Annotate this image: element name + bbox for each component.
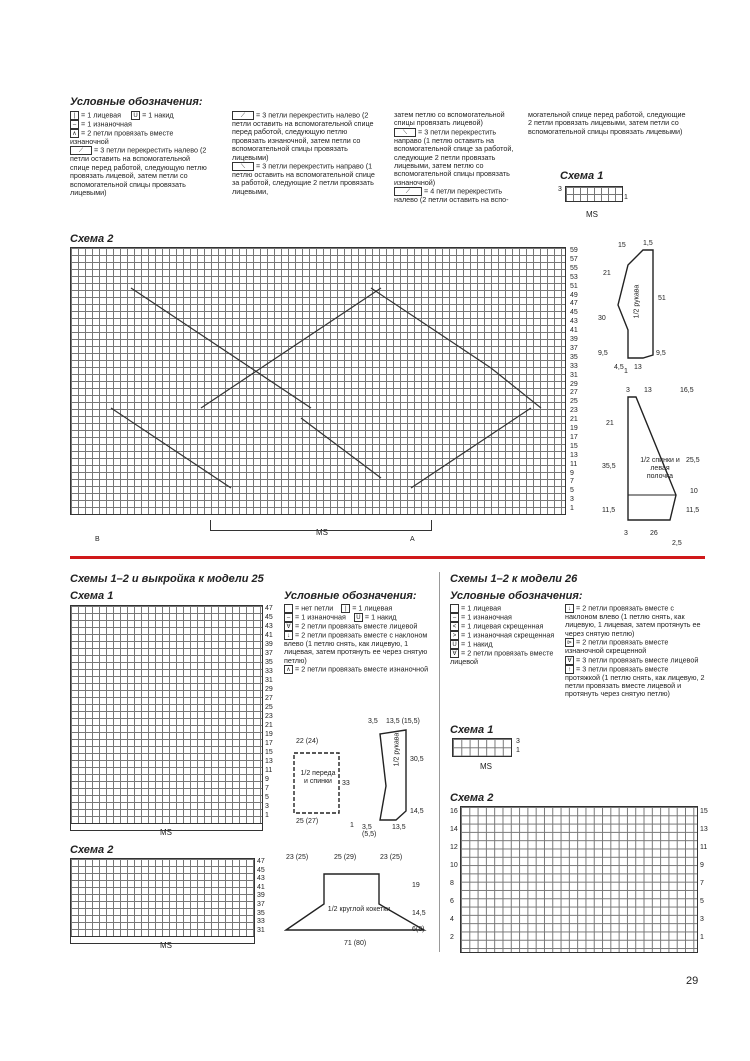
legend-column-3	[394, 111, 519, 205]
row-number: 31	[570, 371, 578, 379]
legend-text: = 3 петли перекрестить направо (1 петлю оставить на вспомогательной спице за работой, следующие 2 петли провязать лицевыми,	[232, 161, 375, 196]
legend-text: = 2 петли провязать вместе лицевой	[295, 621, 418, 631]
model25-schema2-title: Схема 2	[70, 844, 114, 856]
purl-symbol-icon: –	[284, 613, 293, 622]
cable-4-left-symbol-icon: ⟋	[394, 187, 422, 196]
legend-text: = 3 петли перекрестить налево (2 петли оставить на вспомогательной спице перед работой, следующую петлю провязать лицевой, затем петли со вспомогательной спицы провязать лицевыми)	[70, 145, 207, 198]
yoke-label: 1/2 круглой кокетки	[327, 906, 391, 913]
row-number: 53	[570, 273, 578, 281]
dimension: 25,5	[686, 457, 700, 464]
legend-text: = 1 лицевая	[352, 603, 393, 613]
dimension: 35,5	[602, 463, 616, 470]
ms-label: MS	[480, 762, 492, 771]
row-number: 47	[570, 300, 578, 308]
legend-text: = нет петли	[295, 603, 334, 613]
row-number: 45	[265, 614, 273, 621]
legend-text: = 1 лицевая скрещенная	[461, 621, 544, 631]
row-number: 49	[570, 291, 578, 299]
legend-text: = 1 лицевая	[81, 110, 122, 120]
row-number: 8	[450, 880, 454, 887]
row-number: 1	[265, 812, 269, 819]
dimension: 71 (80)	[344, 940, 367, 947]
model25-schema1-title: Схема 1	[70, 590, 114, 602]
row-number: 37	[265, 650, 273, 657]
dimension: 23 (25)	[286, 854, 309, 861]
row-number: 23	[570, 407, 578, 415]
row-number: 13	[265, 758, 273, 765]
legend-text: = 3 петли перекрестить направо (1 петлю оставить на вспомогательной спице за работой, следующие 2 петли провязать лицевыми, затем петлю со вспомогательной спицы провязать изнаночной)	[394, 127, 514, 187]
dimension: 21	[603, 270, 611, 277]
dimension: 26	[650, 530, 658, 537]
row-number: 29	[570, 380, 578, 388]
row-number: 3	[700, 916, 704, 923]
yoke-pattern	[284, 852, 436, 952]
row-number: 39	[257, 892, 265, 900]
row-number: 9	[700, 862, 704, 869]
schema2-title: Схема 2	[70, 233, 114, 245]
row-number: 21	[570, 416, 578, 424]
legend-title: Условные обозначения:	[70, 96, 203, 108]
row-number: 43	[257, 875, 265, 883]
yoke-outline	[284, 852, 436, 952]
row-number: 57	[570, 255, 578, 263]
ms-bracket	[70, 937, 255, 944]
row-number: 9	[265, 776, 269, 783]
dimension: 13,5 (15,5)	[386, 718, 420, 725]
ms-bracket	[70, 824, 263, 831]
legend-text: = 1 накид	[142, 110, 174, 120]
cable-right-symbol-icon: ⟍	[232, 162, 254, 171]
purl-symbol-icon: –	[450, 613, 459, 622]
dimension: 11,5	[602, 507, 616, 514]
row-number: 6	[450, 898, 454, 905]
legend-text: = 3 петли перекрестить налево (2 петли оставить на вспомогательной спице перед работой, следующую петлю провязать изнаночной, затем петли со вспомогательной спицы провязать лицевыми)	[232, 110, 374, 162]
dimension: 21	[606, 420, 614, 427]
legend-text: = 1 изнаночная	[295, 612, 346, 622]
knit-symbol-icon	[450, 604, 459, 613]
row-number: 10	[450, 862, 458, 869]
ms-label: MS	[586, 210, 598, 219]
row-number: 35	[257, 909, 265, 917]
ssk-symbol-icon: ↓	[284, 631, 293, 640]
legend-text: = 4 петли перекрестить налево (2 петли оставить на вспо-	[394, 186, 509, 205]
row-number: 37	[257, 901, 265, 908]
dimension: 2,5	[672, 540, 682, 547]
model26-legend-col1	[450, 604, 562, 666]
row-number: 17	[265, 740, 273, 747]
sleeve25-pattern	[362, 716, 436, 841]
row-number: 41	[265, 632, 273, 639]
legend-text: = 1 изнаночная скрещенная	[461, 630, 555, 640]
row-number: 37	[570, 344, 578, 352]
legend-text: = 1 накид	[364, 612, 397, 622]
dimension: 14,5	[410, 808, 424, 815]
legend-text: = 3 петли провязать вместе протяжкой (1 петлю снять, как лицевую, 2 петли провязать вместе лицевой и протянуть через снятую петлю)	[565, 664, 705, 699]
row-number: 19	[570, 425, 578, 432]
knit-symbol-icon: |	[341, 604, 350, 613]
legend-text: = 2 петли провязать вместе изнаночной	[70, 128, 174, 146]
row-number: 9	[570, 469, 574, 477]
row-number: 33	[570, 362, 578, 370]
row-number: 29	[265, 686, 273, 693]
model26-schema2-title: Схема 2	[450, 792, 494, 804]
model25-schema1-grid	[70, 605, 263, 824]
dimension: 22 (24)	[296, 738, 319, 745]
row-number: 13	[700, 826, 708, 833]
legend-text: = 1 накид	[461, 639, 493, 649]
sk2p-symbol-icon: ↑	[565, 665, 574, 674]
legend-text: затем петлю со вспомогательной спицы провязать лицевой)	[394, 110, 505, 128]
legend-text: = 1 изнаночная	[461, 612, 512, 622]
row-number: 33	[265, 668, 273, 675]
ms-label: MS	[160, 828, 172, 837]
row-number: 12	[450, 844, 458, 851]
row-number: 19	[265, 731, 273, 738]
ssk-symbol-icon: ↓	[565, 604, 574, 613]
model26-schema2-grid	[460, 806, 698, 953]
dimension: 33	[342, 780, 350, 787]
decrease-symbol-icon: ∧	[70, 129, 79, 138]
dimension: 10	[690, 488, 698, 495]
dimension: 3,5	[368, 718, 378, 725]
back-pattern	[598, 385, 708, 555]
row-number: 2	[450, 934, 454, 941]
row-number: 25	[265, 704, 273, 711]
row-number: 4	[450, 916, 454, 923]
ms-label: MS	[160, 941, 172, 950]
row-number: 15	[570, 442, 578, 450]
legend-column-2	[232, 111, 382, 196]
dimension: 9,5	[656, 350, 666, 357]
row-number: 23	[265, 713, 273, 720]
row-number: 7	[570, 478, 574, 486]
model25-legend	[284, 604, 434, 674]
section-divider	[70, 556, 705, 559]
model25-legend-title: Условные обозначения:	[284, 590, 417, 602]
row-number: 3	[516, 738, 520, 745]
back-label: 1/2 спинки и левая полочка	[640, 457, 680, 480]
row-number: 15	[265, 749, 273, 756]
dimension: 3	[624, 530, 628, 537]
row-number: 33	[257, 918, 265, 926]
model25-title: Схемы 1–2 и выкройка к модели 25	[70, 573, 264, 585]
schema1-grid	[565, 186, 623, 202]
front-label: 1/2 переда и спинки	[300, 770, 336, 785]
legend-text: = 1 лицевая	[461, 603, 502, 613]
cable-right-purl-symbol-icon: ⟍	[394, 128, 416, 137]
row-number: 45	[570, 309, 578, 317]
dimension: 19	[412, 882, 420, 889]
row-number: 1	[570, 505, 574, 513]
row-number: 41	[257, 883, 265, 891]
row-number: 15	[700, 808, 708, 815]
row-number: 21	[265, 722, 273, 729]
sleeve-label: 1/2 рукава	[633, 284, 641, 319]
row-number: 13	[570, 451, 578, 459]
dimension: 23 (25)	[380, 854, 403, 861]
row-number: 35	[570, 353, 578, 361]
row-number: 27	[265, 695, 273, 702]
sleeve25-label: 1/2 рукава	[393, 732, 401, 767]
dimension: 3,5 (5,5)	[362, 824, 377, 838]
row-number: 47	[257, 858, 265, 865]
marker-a: А	[410, 536, 415, 543]
row-number: 3	[558, 186, 562, 193]
row-number: 14	[450, 826, 458, 833]
purl-tbl-symbol-icon: >	[450, 631, 459, 640]
row-number: 27	[570, 389, 578, 397]
cable-left-purl-symbol-icon: ⟋	[232, 111, 254, 120]
dimension: 25 (27)	[296, 818, 319, 825]
row-number: 5	[700, 898, 704, 905]
yarn-over-symbol-icon: U	[450, 640, 459, 649]
legend-text: = 1 изнаночная	[81, 119, 132, 129]
knit-symbol-icon: |	[70, 111, 79, 120]
row-number: 43	[570, 318, 578, 326]
dimension: 4,5	[614, 364, 624, 371]
dimension: 13	[644, 387, 652, 394]
legend-text: = 2 петли провязать вместе изнаночной	[295, 664, 429, 674]
dimension: 3	[626, 387, 630, 394]
model26-schema1-title: Схема 1	[450, 724, 494, 736]
row-number: 25	[570, 398, 578, 406]
row-number: 1	[700, 934, 704, 941]
row-number: 7	[700, 880, 704, 887]
row-number: 47	[265, 605, 273, 612]
dimension: 51	[658, 295, 666, 302]
dimension: 25 (29)	[334, 854, 357, 861]
yarn-over-symbol-icon: U	[354, 613, 363, 622]
cable-left-symbol-icon: ⟋	[70, 146, 92, 155]
row-number: 3	[570, 496, 574, 504]
dimension: 30	[598, 315, 606, 322]
no-stitch-symbol-icon	[284, 604, 293, 613]
k2tog-symbol-icon: ∀	[284, 622, 293, 631]
dimension: 15	[618, 242, 626, 249]
dimension: 1,5	[643, 240, 653, 247]
model26-legend-col2	[565, 604, 705, 699]
row-number: 43	[265, 623, 273, 630]
page-number: 29	[686, 975, 699, 987]
row-number: 5	[265, 794, 269, 801]
dimension: 13,5	[392, 824, 406, 831]
sleeve-outline	[598, 240, 708, 375]
legend-text: = 2 петли провязать вместе с наклоном влево (1 петлю снять, как лицевую, 1 лицевая, затем протянуть ее через снятую петлю)	[284, 630, 428, 665]
row-number: 11	[265, 767, 273, 774]
row-number: 1	[516, 747, 520, 754]
ms-label: MS	[316, 528, 328, 537]
row-number: 16	[450, 808, 458, 815]
dimension: 9,5	[598, 350, 608, 357]
legend-text: = 3 петли провязать вместе лицевой	[576, 655, 699, 665]
row-number: 39	[265, 641, 273, 648]
row-number: 55	[570, 264, 578, 272]
column-divider	[439, 572, 440, 952]
k2tog-symbol-icon: ∀	[450, 649, 459, 658]
front-pattern	[284, 718, 364, 833]
purl-symbol-icon: –	[70, 120, 79, 129]
row-number: 5	[570, 487, 574, 495]
yarn-over-symbol-icon: U	[131, 111, 140, 120]
legend-text: = 2 петли провязать вместе изнаночной скрещенной	[565, 637, 669, 656]
row-number: 35	[265, 659, 273, 666]
row-number: 45	[257, 866, 265, 874]
row-number: 11	[570, 460, 578, 468]
knit-tbl-symbol-icon: <	[450, 622, 459, 631]
sleeve-pattern	[598, 240, 708, 375]
ms-bracket	[210, 520, 432, 531]
p2tog-symbol-icon: ∧	[284, 665, 293, 674]
dimension: 1	[350, 822, 354, 829]
legend-column-4: могательной спице перед работой, следующие 2 петли провязать лицевыми, затем петли со вспомогательной спицы провязать лицевыми)	[528, 110, 686, 136]
legend-text: = 2 петли провязать вместе лицевой	[450, 648, 554, 666]
dimension: 16,5	[680, 387, 694, 394]
k3tog-symbol-icon: ∀	[565, 656, 574, 665]
row-number: 1	[624, 194, 628, 201]
dimension: 6(8)	[412, 926, 425, 933]
dimension: 1	[624, 368, 628, 375]
row-number: 59	[570, 247, 578, 254]
cable-pattern-lines	[71, 248, 565, 514]
row-number: 39	[570, 336, 578, 343]
row-number: 3	[265, 803, 269, 810]
row-number: 31	[265, 677, 273, 684]
row-number: 7	[265, 785, 269, 792]
model26-title: Схемы 1–2 к модели 26	[450, 573, 578, 585]
dimension: 13	[634, 364, 642, 371]
schema1-title: Схема 1	[560, 170, 604, 182]
row-number: 17	[570, 433, 578, 441]
sleeve25-outline	[366, 716, 436, 841]
legend-column-1	[70, 111, 210, 197]
model25-schema2-grid	[70, 858, 255, 937]
model26-schema1-grid	[452, 738, 512, 757]
row-number: 31	[257, 926, 265, 934]
legend-text: = 2 петли провязать вместе с наклоном влево (1 петлю снять, как лицевую, 1 лицевая, затем протянуть ее через снятую петлю)	[565, 603, 701, 638]
p2tog-tbl-symbol-icon: ⊳	[566, 640, 573, 647]
row-number: 41	[570, 327, 578, 335]
row-number: 51	[570, 282, 578, 290]
dimension: 14,5	[412, 910, 426, 917]
marker-b: В	[95, 536, 100, 543]
model26-legend-title: Условные обозначения:	[450, 590, 583, 602]
row-number: 11	[700, 844, 708, 851]
dimension: 11,5	[686, 507, 700, 514]
schema2-grid	[70, 247, 566, 515]
dimension: 30,5	[410, 756, 424, 763]
